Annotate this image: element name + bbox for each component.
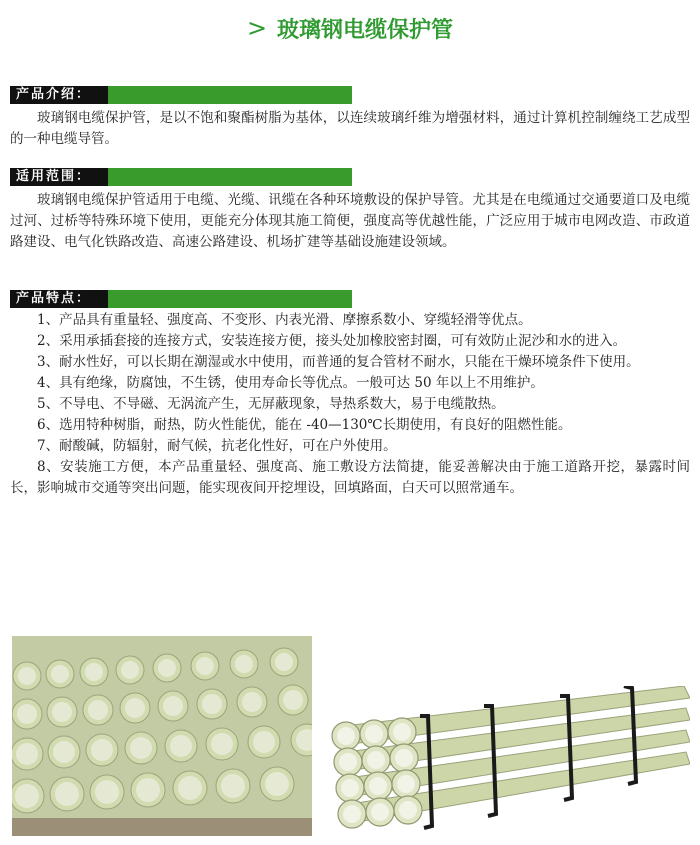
stacked-pipes-illustration	[12, 636, 312, 836]
product-photos	[12, 636, 690, 836]
feature-item: 3、耐水性好，可以长期在潮湿或水中使用，而普通的复合管材不耐水，只能在干燥环境条件下使用。	[37, 354, 640, 370]
intro-header-bar	[10, 86, 352, 104]
feature-item: 7、耐酸碱，防辐射，耐气候，抗老化性好，可在户外使用。	[37, 438, 397, 454]
feature-item: 1、产品具有重量轻、强度高、不变形、内表光滑、摩擦系数小、穿缆轻滑等优点。	[37, 312, 532, 328]
features-list	[10, 310, 690, 499]
page-title-text: 玻璃钢电缆保护管	[277, 17, 454, 43]
intro-section	[10, 86, 690, 150]
stacked-pipes-photo	[12, 636, 312, 836]
feature-item: 6、选用特种树脂，耐热，防火性能优，能在 -40—130℃长期使用，有良好的阻燃性能。	[37, 417, 572, 433]
bundled-pipes-photo	[324, 686, 690, 836]
feature-item: 4、具有绝缘，防腐蚀，不生锈，使用寿命长等优点。一般可达 50 年以上不用维护。	[37, 375, 544, 391]
scope-text: 玻璃钢电缆保护管适用于电缆、光缆、讯缆在各种环境敷设的保护导管。尤其是在电缆通过交通要道口及电缆过河、过桥等特殊环境下使用，更能充分体现其施工简便，强度高等优越性能，广泛应用于城市电网改造、市政道路建设、电气化铁路改造、高速公路建设、机场扩建等基础设施建设领域。	[10, 192, 690, 250]
feature-item: 2、采用承插套接的连接方式，安装连接方便，接头处加橡胶密封圈，可有效防止泥沙和水的进入。	[37, 333, 627, 349]
intro-label: 产品介绍：	[10, 86, 108, 104]
scope-section	[10, 168, 690, 253]
feature-item: 5、不导电、不导磁、无涡流产生，无屏蔽现象，导热系数大，易于电缆散热。	[37, 396, 505, 412]
features-section	[10, 290, 690, 499]
feature-item: 8、安装施工方便，本产品重量轻、强度高、施工敷设方法简捷，能妥善解决由于施工道路开挖，暴露时间长，影响城市交通等突出问题，能实现夜间开挖埋设，回填路面，白天可以照常通车。	[10, 459, 690, 496]
scope-label: 适用范围：	[10, 168, 108, 186]
features-label: 产品特点：	[10, 290, 108, 308]
page-title	[0, 10, 700, 46]
bundled-pipes-illustration	[324, 686, 690, 836]
chevron-icon: >	[246, 14, 268, 42]
features-header-bar	[10, 290, 352, 308]
intro-text: 玻璃钢电缆保护管，是以不饱和聚酯树脂为基体，以连续玻璃纤维为增强材料，通过计算机控制缠绕工艺成型的一种电缆导管。	[10, 110, 690, 147]
scope-header-bar	[10, 168, 352, 186]
